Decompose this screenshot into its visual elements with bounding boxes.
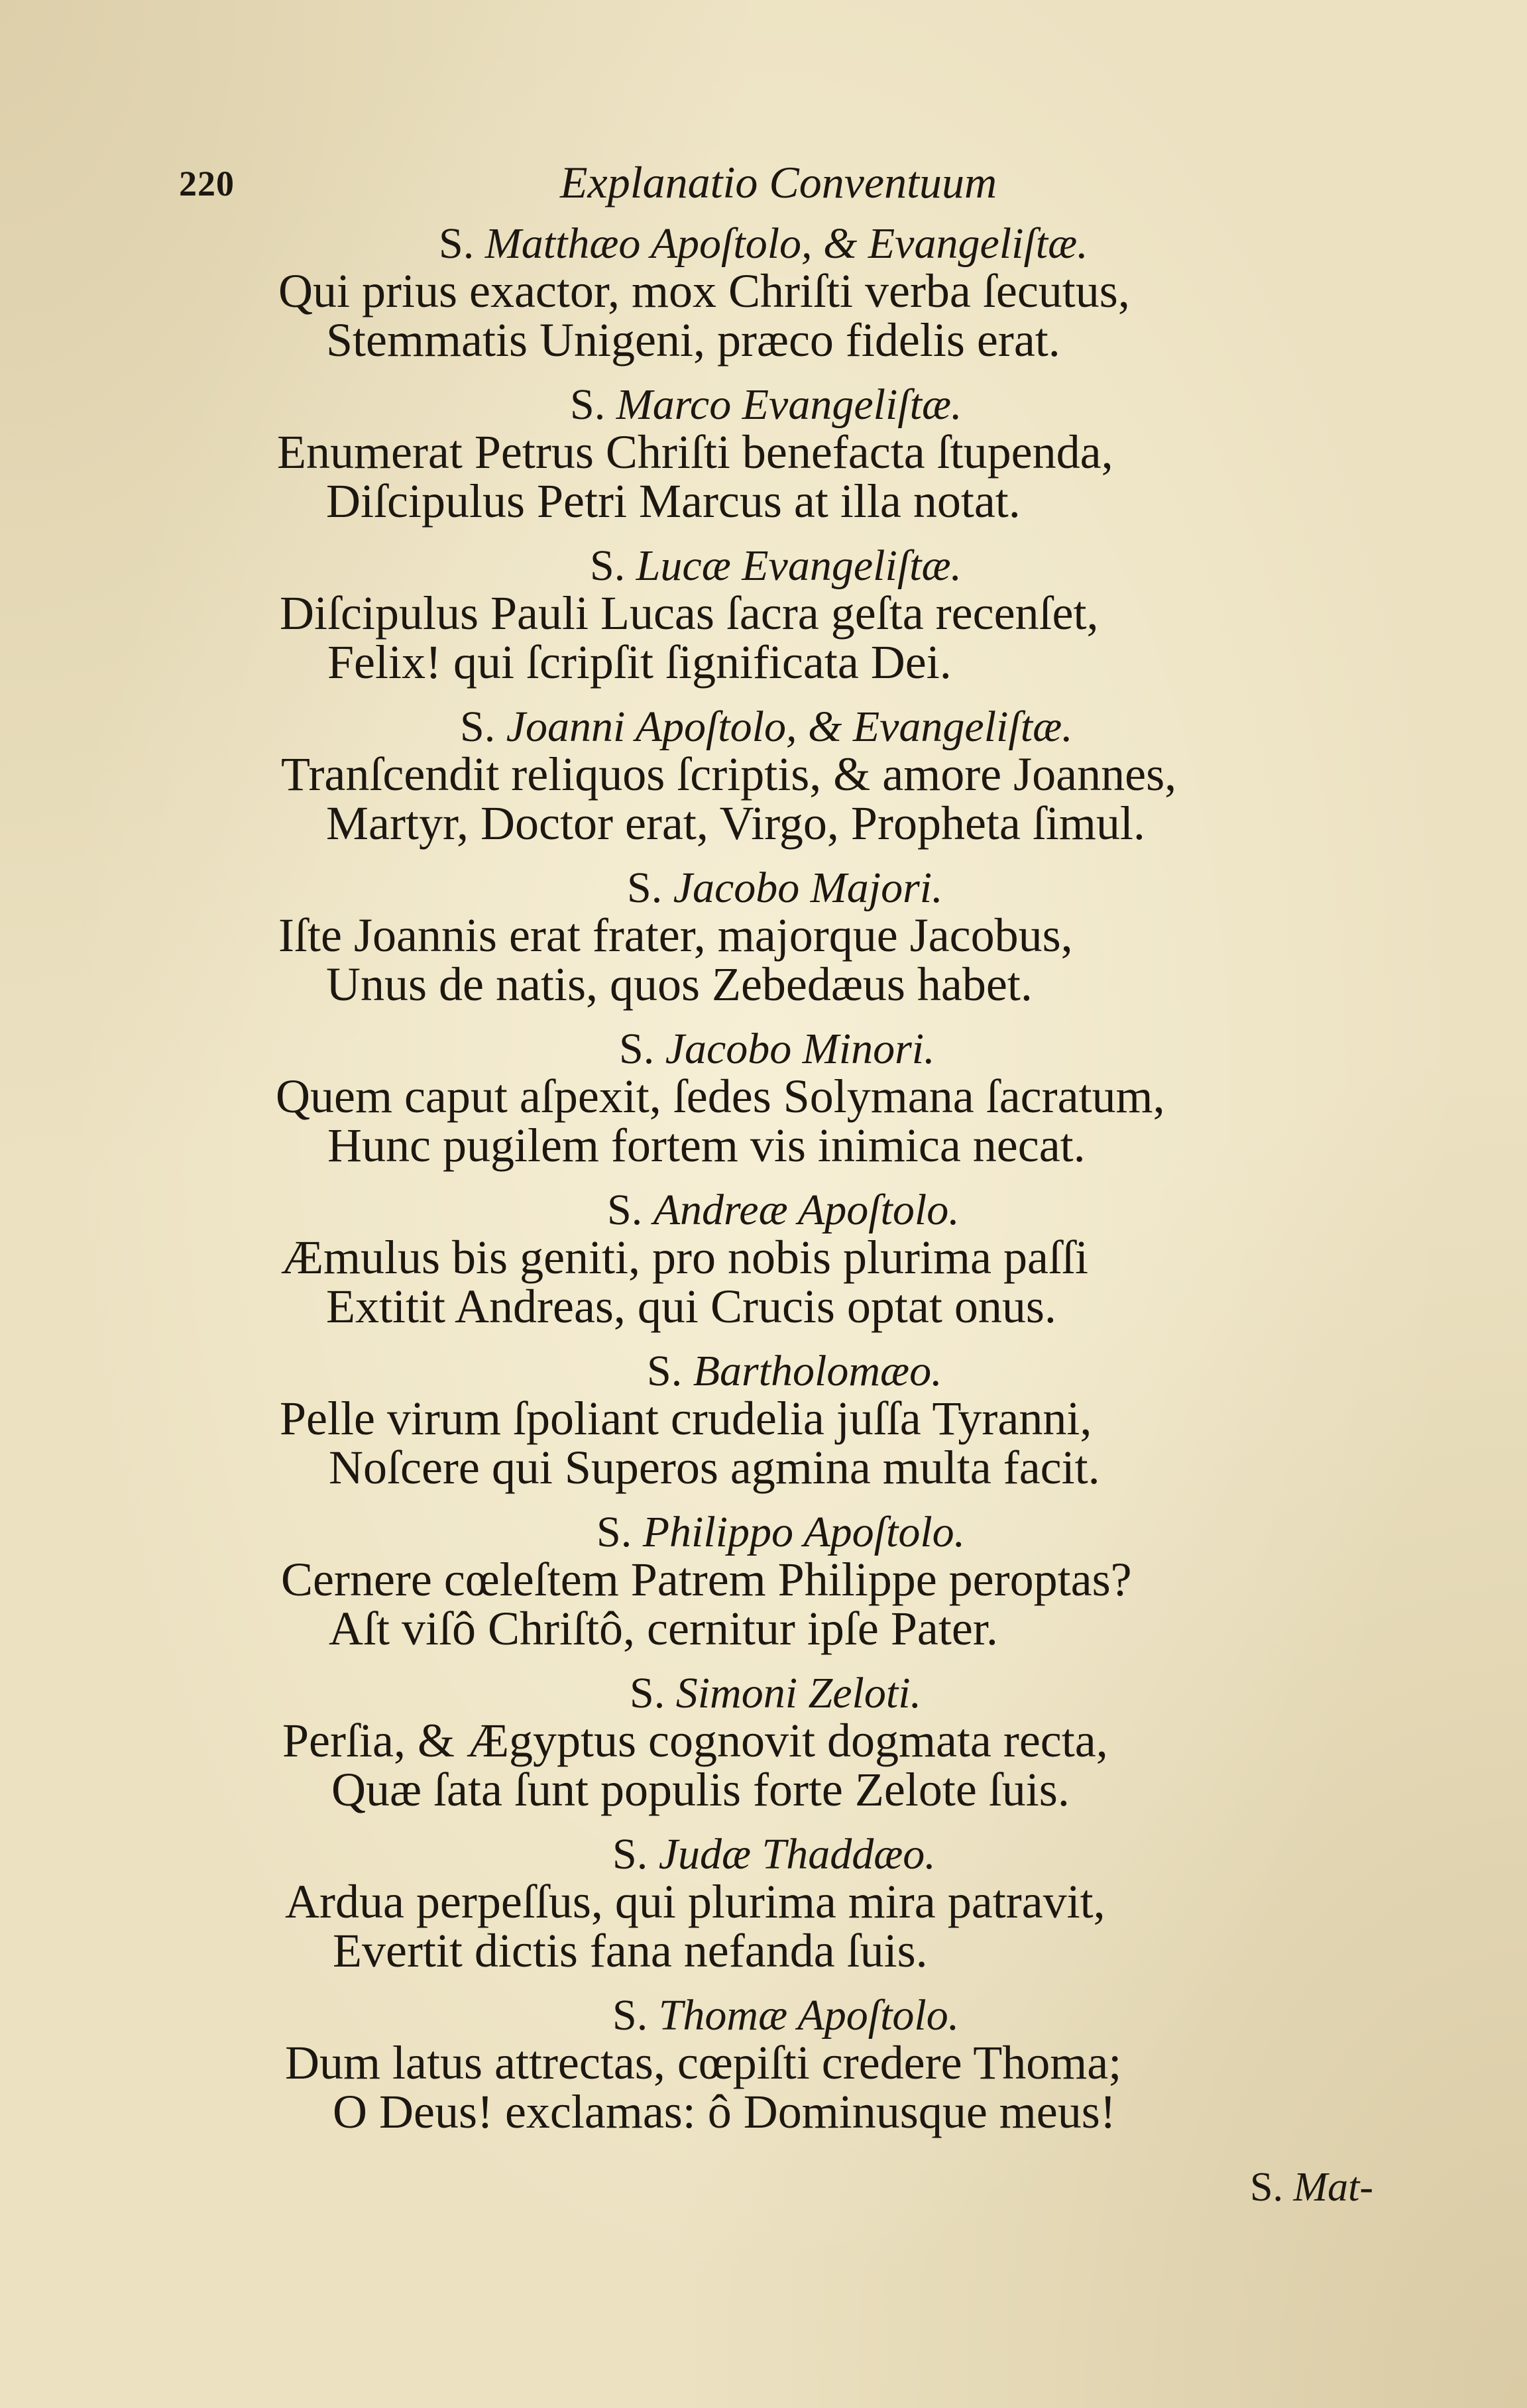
page-number: 220 [179, 164, 235, 203]
title-name: Matthæo Apoſtolo, & Evangeliſtæ. [484, 219, 1088, 268]
entry-title [647, 1346, 942, 1397]
entry-title [439, 219, 1088, 269]
verse-line: Noſcere qui Superos agmina multa facit. [329, 1441, 1100, 1494]
verse-line: Martyr, Doctor erat, Virgo, Propheta ſimul. [326, 797, 1145, 850]
title-name: Simoni Zeloti. [675, 1669, 922, 1717]
title-prefix: S. [596, 1508, 632, 1556]
entry-title [596, 1507, 965, 1558]
title-prefix: S. [647, 1347, 683, 1395]
title-name: Jacobo Minori. [665, 1025, 935, 1073]
title-prefix: S. [612, 1830, 648, 1878]
verse-line: Diſcipulus Pauli Lucas ſacra geſta recenſet, [280, 587, 1099, 640]
title-prefix: S. [607, 1186, 643, 1234]
entry-title [612, 1829, 936, 1880]
verse-line: Iſte Joannis erat frater, majorque Jacobus, [278, 909, 1073, 962]
title-name: Thomæ Apoſtolo. [658, 1991, 960, 2039]
verse-line: Unus de natis, quos Zebedæus habet. [326, 958, 1033, 1011]
entry-title [630, 1668, 921, 1719]
entry-title [612, 1990, 959, 2041]
verse-line: Tranſcendit reliquos ſcriptis, & amore Joannes, [281, 748, 1177, 801]
catchword [1250, 2164, 1373, 2211]
verse-line: O Deus! exclamas: ô Dominusque meus! [333, 2085, 1116, 2138]
verse-line: Quæ ſata ſunt populis forte Zelote ſuis. [331, 1763, 1070, 1816]
entry-title [619, 1024, 935, 1074]
entry-title [627, 863, 943, 913]
entry-title [460, 702, 1073, 752]
verse-line: Enumerat Petrus Chriſti benefacta ſtupenda, [277, 426, 1113, 479]
verse-line: Pelle virum ſpoliant crudelia juſſa Tyranni, [280, 1392, 1092, 1445]
verse-line: Cernere cœleſtem Patrem Philippe peroptas? [281, 1553, 1132, 1606]
verse-line: Felix! qui ſcripſit ſignificata Dei. [327, 636, 952, 689]
title-prefix: S. [570, 380, 606, 429]
verse-line: Evertit dictis fana nefanda ſuis. [333, 1924, 928, 1977]
title-prefix: S. [439, 219, 475, 268]
title-name: Marco Evangeliſtæ. [616, 380, 962, 429]
title-name: Andreæ Apoſtolo. [653, 1186, 960, 1234]
catchword-name: Mat- [1293, 2165, 1374, 2210]
title-prefix: S. [590, 542, 626, 590]
title-name: Philippo Apoſtolo. [642, 1508, 966, 1556]
verse-line: Qui prius exactor, mox Chriſti verba ſecutus, [278, 264, 1130, 317]
title-name: Lucæ Evangeliſtæ. [636, 542, 962, 590]
title-prefix: S. [619, 1025, 655, 1073]
title-prefix: S. [612, 1991, 648, 2039]
title-name: Jacobo Majori. [673, 864, 943, 912]
entry-title [607, 1185, 960, 1235]
entry-title [570, 380, 962, 430]
verse-line: Stemmatis Unigeni, præco fidelis erat. [326, 314, 1060, 367]
title-name: Joanni Apoſtolo, & Evangeliſtæ. [506, 703, 1073, 751]
verse-line: Hunc pugilem fortem vis inimica necat. [327, 1119, 1086, 1172]
entry-title [590, 541, 962, 591]
catchword-prefix: S. [1250, 2165, 1283, 2210]
verse-line: Aſt viſô Chriſtô, cernitur ipſe Pater. [329, 1602, 998, 1655]
verse-line: Perſia, & Ægyptus cognovit dogmata recta, [282, 1714, 1108, 1767]
verse-line: Æmulus bis geniti, pro nobis plurima paſſi [281, 1231, 1088, 1284]
verse-line: Ardua perpeſſus, qui plurima mira patravit, [285, 1875, 1105, 1928]
verse-line: Extitit Andreas, qui Crucis optat onus. [326, 1280, 1056, 1333]
verse-line: Quem caput aſpexit, ſedes Solymana ſacratum, [276, 1070, 1165, 1123]
verse-line: Dum latus attrectas, cœpiſti credere Thoma; [285, 2036, 1122, 2089]
verse-line: Diſcipulus Petri Marcus at illa notat. [326, 475, 1021, 528]
title-prefix: S. [630, 1669, 665, 1717]
title-name: Bartholomæo. [693, 1347, 942, 1395]
title-prefix: S. [627, 864, 663, 912]
title-name: Judæ Thaddæo. [658, 1830, 936, 1878]
title-prefix: S. [460, 703, 496, 751]
running-head: Explanatio Conventuum [560, 157, 997, 207]
